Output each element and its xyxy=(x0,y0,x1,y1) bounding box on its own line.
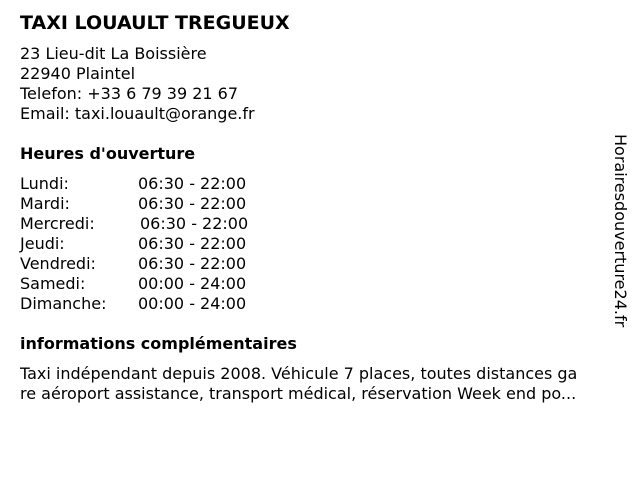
time-range: 00:00 - 24:00 xyxy=(138,294,247,313)
day-label: Samedi: xyxy=(20,274,86,293)
time-range: 06:30 - 22:00 xyxy=(138,174,247,193)
time-range: 06:30 - 22:00 xyxy=(140,214,249,233)
city: 22940 Plaintel xyxy=(20,64,136,83)
day-label: Vendredi: xyxy=(20,254,96,273)
street-address: 23 Lieu-dit La Boissière xyxy=(20,44,207,63)
additional-info-text xyxy=(20,364,630,404)
hours-row-saturday xyxy=(20,274,320,294)
business-name: TAXI LOUAULT TREGUEUX xyxy=(20,12,290,34)
time-range: 06:30 - 22:00 xyxy=(138,234,247,253)
day-label: Lundi: xyxy=(20,174,69,193)
day-label: Jeudi: xyxy=(20,234,65,253)
info-line-1: Taxi indépendant depuis 2008. Véhicule 7 places, toutes distances ga xyxy=(20,364,578,383)
hours-row-monday xyxy=(20,174,320,194)
time-range: 06:30 - 22:00 xyxy=(138,254,247,273)
info-line-2: re aéroport assistance, transport médical, réservation Week end po... xyxy=(20,384,577,403)
day-label: Dimanche: xyxy=(20,294,107,313)
time-range: 00:00 - 24:00 xyxy=(138,274,247,293)
additional-info-heading: informations complémentaires xyxy=(20,334,297,353)
site-watermark: Horairesdouverture24.fr xyxy=(611,134,630,328)
day-label: Mercredi: xyxy=(20,214,95,233)
day-label: Mardi: xyxy=(20,194,70,213)
phone: Telefon: +33 6 79 39 21 67 xyxy=(20,84,239,103)
hours-row-sunday xyxy=(20,294,320,314)
time-range: 06:30 - 22:00 xyxy=(138,194,247,213)
email: Email: taxi.louault@orange.fr xyxy=(20,104,255,123)
hours-row-thursday xyxy=(20,234,320,254)
opening-hours-heading: Heures d'ouverture xyxy=(20,144,196,163)
hours-row-tuesday xyxy=(20,194,320,214)
address-block xyxy=(20,44,255,124)
hours-row-wednesday xyxy=(20,214,320,234)
hours-row-friday xyxy=(20,254,320,274)
opening-hours-table xyxy=(20,174,320,314)
